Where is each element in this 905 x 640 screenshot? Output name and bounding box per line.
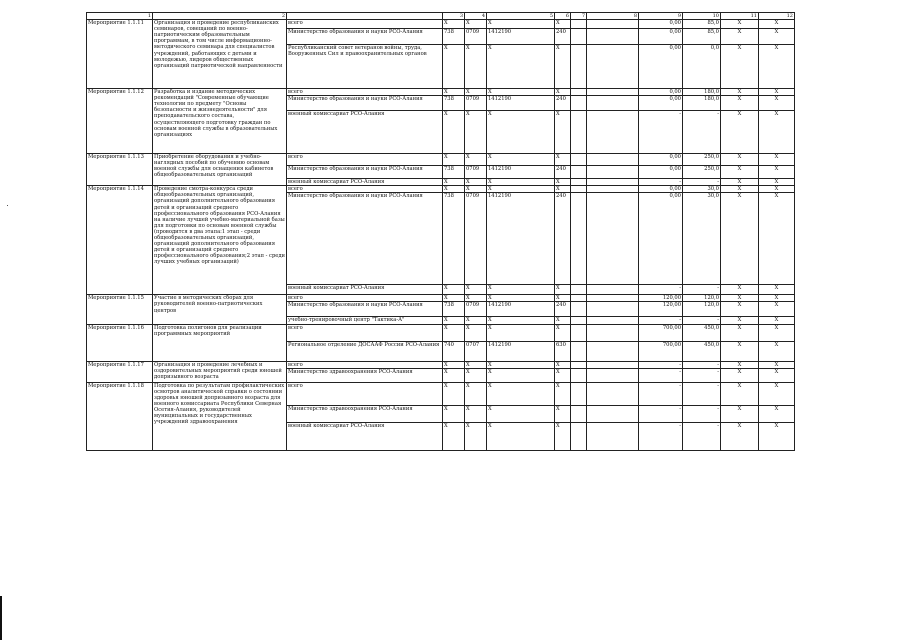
x-cell: X: [759, 111, 795, 154]
blank-col-cell: [571, 45, 587, 89]
value-cell: -: [639, 382, 683, 405]
target-article-cell: 1412190: [487, 96, 555, 111]
section-code-cell: X: [465, 89, 487, 96]
x-cell: X: [759, 317, 795, 324]
target-article-cell: 1412190: [487, 302, 555, 317]
x-cell: X: [721, 89, 759, 96]
value-cell: -: [639, 361, 683, 368]
expense-type-cell: X: [555, 179, 571, 186]
grbs-code-cell: X: [443, 186, 465, 193]
x-cell: X: [721, 382, 759, 405]
x-cell: X: [759, 20, 795, 29]
executor-cell: всего: [287, 361, 443, 368]
table-row: [87, 20, 795, 29]
expense-type-cell: X: [555, 405, 571, 422]
x-cell: X: [759, 45, 795, 89]
executor-cell: Республиканский совет ветеранов войны, труда, Вооруженных Сил и правоохранительных органов: [287, 45, 443, 89]
expense-type-cell: X: [555, 45, 571, 89]
expense-type-cell: X: [555, 186, 571, 193]
target-article-cell: X: [487, 285, 555, 295]
executor-cell: Министерство образования и науки РСО-Алания: [287, 302, 443, 317]
header-num: 3: [443, 13, 465, 20]
value-cell: 30,0: [683, 186, 721, 193]
x-cell: X: [721, 20, 759, 29]
section-code-cell: X: [465, 111, 487, 154]
grbs-code-cell: 738: [443, 29, 465, 45]
measure-description-cell: Подготовка полигонов для реализации программных мероприятий: [153, 324, 287, 361]
x-cell: X: [759, 179, 795, 186]
budget-table-sheet: [86, 12, 793, 451]
measure-id-cell: Мероприятие 1.1.17: [87, 361, 153, 382]
x-cell: X: [759, 193, 795, 285]
blank-col-cell: [587, 341, 639, 361]
value-cell: -: [683, 382, 721, 405]
value-cell: 120,0: [683, 295, 721, 302]
x-cell: X: [721, 368, 759, 382]
table-row: [87, 89, 795, 96]
section-code-cell: 0707: [465, 341, 487, 361]
scan-speck: [7, 205, 8, 206]
expense-type-cell: X: [555, 324, 571, 341]
value-cell: 0,00: [639, 186, 683, 193]
expense-type-cell: 240: [555, 302, 571, 317]
executor-cell: всего: [287, 186, 443, 193]
header-num: 8: [587, 13, 639, 20]
blank-col-cell: [571, 179, 587, 186]
measure-id-cell: Мероприятие 1.1.13: [87, 154, 153, 186]
value-cell: 450,0: [683, 324, 721, 341]
x-cell: X: [721, 324, 759, 341]
x-cell: X: [759, 361, 795, 368]
table-row: [87, 324, 795, 341]
section-code-cell: X: [465, 20, 487, 29]
expense-type-cell: X: [555, 422, 571, 450]
executor-cell: всего: [287, 324, 443, 341]
x-cell: X: [721, 193, 759, 285]
value-cell: -: [683, 361, 721, 368]
section-code-cell: 0709: [465, 166, 487, 179]
scan-edge-mark: [0, 596, 2, 640]
target-article-cell: X: [487, 324, 555, 341]
blank-col-cell: [571, 368, 587, 382]
executor-cell: военный комиссариат РСО-Алания: [287, 285, 443, 295]
blank-col-cell: [571, 382, 587, 405]
header-num: 1: [87, 13, 153, 20]
section-code-cell: 0709: [465, 96, 487, 111]
target-article-cell: X: [487, 154, 555, 166]
expense-type-cell: 240: [555, 29, 571, 45]
measure-description-cell: Организация и проведение республиканских семинаров, совещаний по военно-патриотическим образовательным программам, в том числе информационно-методического семинара для специалистов учреждений, работающих с детьми и молодежью, лидеров общественных организаций патриотической направленности: [153, 20, 287, 89]
x-cell: X: [721, 361, 759, 368]
measure-description-cell: Участие в методических сборах для руководителей военно-патриотических центров: [153, 295, 287, 324]
measure-id-cell: Мероприятие 1.1.14: [87, 186, 153, 295]
blank-col-cell: [587, 295, 639, 302]
header-num: 7: [571, 13, 587, 20]
executor-cell: Министерство образования и науки РСО-Алания: [287, 96, 443, 111]
section-code-cell: 0709: [465, 29, 487, 45]
blank-col-cell: [587, 166, 639, 179]
blank-col-cell: [571, 341, 587, 361]
value-cell: 0,00: [639, 45, 683, 89]
blank-col-cell: [587, 361, 639, 368]
section-code-cell: X: [465, 295, 487, 302]
grbs-code-cell: X: [443, 89, 465, 96]
section-code-cell: X: [465, 186, 487, 193]
value-cell: -: [639, 179, 683, 186]
x-cell: X: [721, 186, 759, 193]
section-code-cell: X: [465, 179, 487, 186]
x-cell: X: [721, 166, 759, 179]
grbs-code-cell: X: [443, 154, 465, 166]
executor-cell: всего: [287, 382, 443, 405]
header-num: 6: [555, 13, 571, 20]
value-cell: -: [639, 405, 683, 422]
x-cell: X: [759, 405, 795, 422]
measure-description-cell: Подготовка по результатам профилактических осмотров аналитической справки о состоянии здоровья юношей допризывного возраста для военного комиссариата Республики Северная Осетия-Алания, руководителей муниципальных и государственных учреждений здравоохранения: [153, 382, 287, 450]
grbs-code-cell: X: [443, 324, 465, 341]
grbs-code-cell: 738: [443, 302, 465, 317]
executor-cell: Министерство образования и науки РСО-Алания: [287, 29, 443, 45]
section-code-cell: X: [465, 285, 487, 295]
section-code-cell: X: [465, 368, 487, 382]
blank-col-cell: [587, 382, 639, 405]
expense-type-cell: X: [555, 111, 571, 154]
expense-type-cell: X: [555, 368, 571, 382]
header-num: 4: [465, 13, 487, 20]
header-num: 9: [639, 13, 683, 20]
executor-cell: Министерство образования и науки РСО-Алания: [287, 193, 443, 285]
target-article-cell: X: [487, 405, 555, 422]
blank-col-cell: [587, 179, 639, 186]
blank-col-cell: [587, 285, 639, 295]
x-cell: X: [721, 302, 759, 317]
blank-col-cell: [571, 186, 587, 193]
target-article-cell: X: [487, 45, 555, 89]
header-num: 5: [487, 13, 555, 20]
blank-col-cell: [571, 96, 587, 111]
executor-cell: Региональное отделение ДОСААФ России РСО-Алания: [287, 341, 443, 361]
grbs-code-cell: X: [443, 422, 465, 450]
x-cell: X: [721, 295, 759, 302]
value-cell: 180,0: [683, 96, 721, 111]
target-article-cell: X: [487, 422, 555, 450]
value-cell: -: [683, 317, 721, 324]
value-cell: 250,0: [683, 166, 721, 179]
blank-col-cell: [571, 166, 587, 179]
value-cell: 0,00: [639, 29, 683, 45]
grbs-code-cell: 738: [443, 193, 465, 285]
x-cell: X: [759, 154, 795, 166]
executor-cell: всего: [287, 295, 443, 302]
value-cell: -: [683, 422, 721, 450]
value-cell: 700,00: [639, 341, 683, 361]
value-cell: -: [683, 285, 721, 295]
header-num: 11: [721, 13, 759, 20]
expense-type-cell: 240: [555, 193, 571, 285]
x-cell: X: [759, 382, 795, 405]
grbs-code-cell: X: [443, 179, 465, 186]
value-cell: -: [683, 368, 721, 382]
blank-col-cell: [587, 186, 639, 193]
executor-cell: военный комиссариат РСО-Алания: [287, 179, 443, 186]
value-cell: 0,00: [639, 96, 683, 111]
grbs-code-cell: X: [443, 382, 465, 405]
blank-col-cell: [571, 111, 587, 154]
section-code-cell: X: [465, 405, 487, 422]
executor-cell: учебно-тренировочный центр "Тактика-А": [287, 317, 443, 324]
table-row: [87, 186, 795, 193]
value-cell: -: [639, 368, 683, 382]
expense-type-cell: 240: [555, 96, 571, 111]
x-cell: X: [759, 422, 795, 450]
target-article-cell: 1412190: [487, 29, 555, 45]
value-cell: 700,00: [639, 324, 683, 341]
blank-col-cell: [587, 20, 639, 29]
grbs-code-cell: X: [443, 45, 465, 89]
value-cell: 0,00: [639, 166, 683, 179]
target-article-cell: X: [487, 295, 555, 302]
table-row: [87, 295, 795, 302]
measure-id-cell: Мероприятие 1.1.16: [87, 324, 153, 361]
grbs-code-cell: X: [443, 361, 465, 368]
x-cell: X: [721, 154, 759, 166]
value-cell: 0,00: [639, 193, 683, 285]
target-article-cell: X: [487, 382, 555, 405]
blank-col-cell: [587, 405, 639, 422]
table-body: [87, 13, 795, 451]
section-code-cell: X: [465, 324, 487, 341]
x-cell: X: [759, 368, 795, 382]
x-cell: X: [721, 29, 759, 45]
target-article-cell: X: [487, 89, 555, 96]
grbs-code-cell: X: [443, 295, 465, 302]
x-cell: X: [759, 186, 795, 193]
x-cell: X: [721, 285, 759, 295]
value-cell: -: [639, 317, 683, 324]
x-cell: X: [721, 422, 759, 450]
blank-col-cell: [571, 295, 587, 302]
section-code-cell: 0709: [465, 193, 487, 285]
expense-type-cell: X: [555, 382, 571, 405]
blank-col-cell: [571, 29, 587, 45]
header-num: 12: [759, 13, 795, 20]
blank-col-cell: [571, 154, 587, 166]
target-article-cell: X: [487, 111, 555, 154]
executor-cell: всего: [287, 154, 443, 166]
value-cell: -: [683, 111, 721, 154]
expense-type-cell: X: [555, 317, 571, 324]
blank-col-cell: [587, 302, 639, 317]
blank-col-cell: [571, 89, 587, 96]
executor-cell: всего: [287, 20, 443, 29]
target-article-cell: 1412190: [487, 193, 555, 285]
section-code-cell: X: [465, 154, 487, 166]
grbs-code-cell: X: [443, 111, 465, 154]
grbs-code-cell: X: [443, 405, 465, 422]
section-code-cell: X: [465, 45, 487, 89]
grbs-code-cell: 738: [443, 166, 465, 179]
blank-col-cell: [587, 422, 639, 450]
measure-description-cell: Проведение смотра-конкурса среди общеобразовательных организаций, организаций дополнительного образования детей и организаций среднего профессионального образования РСО-Алания на наличие лучшей учебно-материальной базы для подготовки по основам военной службы (проводится в два этапа:1 этап - среди общеобразовательных организаций, организаций дополнительного образования детей и организаций среднего профессионального образования;2 этап - среди лучших учебных организаций): [153, 186, 287, 295]
x-cell: X: [759, 285, 795, 295]
x-cell: X: [721, 317, 759, 324]
blank-col-cell: [587, 89, 639, 96]
value-cell: 120,0: [683, 302, 721, 317]
value-cell: 30,0: [683, 193, 721, 285]
value-cell: 120,00: [639, 302, 683, 317]
expense-type-cell: X: [555, 154, 571, 166]
table-row: [87, 154, 795, 166]
target-article-cell: X: [487, 186, 555, 193]
value-cell: 85,0: [683, 20, 721, 29]
x-cell: X: [759, 89, 795, 96]
blank-col-cell: [587, 111, 639, 154]
executor-cell: всего: [287, 89, 443, 96]
value-cell: -: [639, 422, 683, 450]
section-code-cell: X: [465, 361, 487, 368]
blank-col-cell: [571, 324, 587, 341]
x-cell: X: [721, 179, 759, 186]
target-article-cell: 1412190: [487, 166, 555, 179]
x-cell: X: [721, 111, 759, 154]
blank-col-cell: [571, 302, 587, 317]
header-num: 2: [153, 13, 287, 20]
grbs-code-cell: X: [443, 285, 465, 295]
target-article-cell: X: [487, 20, 555, 29]
blank-col-cell: [587, 193, 639, 285]
expense-type-cell: X: [555, 89, 571, 96]
expense-type-cell: X: [555, 295, 571, 302]
value-cell: 120,00: [639, 295, 683, 302]
grbs-code-cell: 740: [443, 341, 465, 361]
expense-type-cell: X: [555, 361, 571, 368]
table-row: [87, 361, 795, 368]
x-cell: X: [759, 295, 795, 302]
grbs-code-cell: X: [443, 317, 465, 324]
blank-col-cell: [571, 193, 587, 285]
measure-id-cell: Мероприятие 1.1.11: [87, 20, 153, 89]
x-cell: X: [759, 324, 795, 341]
expense-type-cell: X: [555, 20, 571, 29]
section-code-cell: X: [465, 422, 487, 450]
value-cell: 450,0: [683, 341, 721, 361]
x-cell: X: [759, 341, 795, 361]
value-cell: -: [683, 405, 721, 422]
target-article-cell: X: [487, 361, 555, 368]
expense-type-cell: 630: [555, 341, 571, 361]
blank-col-cell: [587, 317, 639, 324]
header-blank: [287, 13, 443, 20]
executor-cell: Министерство здравоохранения РСО-Алания: [287, 368, 443, 382]
section-code-cell: X: [465, 382, 487, 405]
measure-description-cell: Приобретение оборудования и учебно-наглядных пособий по обучению основам военной службы для оснащения кабинетов общеобразовательных организаций: [153, 154, 287, 186]
value-cell: -: [639, 285, 683, 295]
blank-col-cell: [587, 154, 639, 166]
blank-col-cell: [587, 368, 639, 382]
value-cell: 0,0: [683, 45, 721, 89]
target-article-cell: X: [487, 317, 555, 324]
value-cell: 85,0: [683, 29, 721, 45]
blank-col-cell: [587, 324, 639, 341]
x-cell: X: [759, 166, 795, 179]
measure-id-cell: Мероприятие 1.1.15: [87, 295, 153, 324]
value-cell: 250,0: [683, 154, 721, 166]
blank-col-cell: [571, 361, 587, 368]
blank-col-cell: [571, 317, 587, 324]
value-cell: -: [639, 111, 683, 154]
value-cell: -: [683, 179, 721, 186]
value-cell: 180,0: [683, 89, 721, 96]
executor-cell: военный комиссариат РСО-Алания: [287, 422, 443, 450]
x-cell: X: [721, 341, 759, 361]
executor-cell: военный комиссариат РСО-Алания: [287, 111, 443, 154]
executor-cell: Министерство здравоохранения РСО-Алания: [287, 405, 443, 422]
x-cell: X: [721, 96, 759, 111]
value-cell: 0,00: [639, 154, 683, 166]
value-cell: 0,00: [639, 20, 683, 29]
section-code-cell: X: [465, 317, 487, 324]
blank-col-cell: [587, 29, 639, 45]
x-cell: X: [759, 96, 795, 111]
x-cell: X: [721, 405, 759, 422]
grbs-code-cell: 738: [443, 96, 465, 111]
table-row: [87, 382, 795, 405]
blank-col-cell: [571, 405, 587, 422]
blank-col-cell: [571, 422, 587, 450]
executor-cell: Министерство образования и науки РСО-Алания: [287, 166, 443, 179]
measure-id-cell: Мероприятие 1.1.18: [87, 382, 153, 450]
blank-col-cell: [571, 285, 587, 295]
value-cell: 0,00: [639, 89, 683, 96]
x-cell: X: [759, 302, 795, 317]
budget-table: [86, 12, 795, 451]
grbs-code-cell: X: [443, 368, 465, 382]
blank-col-cell: [587, 45, 639, 89]
target-article-cell: X: [487, 179, 555, 186]
grbs-code-cell: X: [443, 20, 465, 29]
column-number-row: [87, 13, 795, 20]
target-article-cell: X: [487, 368, 555, 382]
x-cell: X: [721, 45, 759, 89]
measure-description-cell: Разработка и издание методических рекомендаций "Современные обучающие технологии по предмету "Основы безопасности и жизнедеятельности" для преподавательского состава, осуществляющего подготовку граждан по основам военной службы в образовательных организациях: [153, 89, 287, 154]
target-article-cell: 1412190: [487, 341, 555, 361]
x-cell: X: [759, 29, 795, 45]
measure-id-cell: Мероприятие 1.1.12: [87, 89, 153, 154]
expense-type-cell: 240: [555, 166, 571, 179]
blank-col-cell: [571, 20, 587, 29]
measure-description-cell: Организация и проведение лечебных и оздоровительных мероприятий среди юношей допризывного возраста: [153, 361, 287, 382]
header-num: 10: [683, 13, 721, 20]
expense-type-cell: X: [555, 285, 571, 295]
section-code-cell: 0709: [465, 302, 487, 317]
blank-col-cell: [587, 96, 639, 111]
